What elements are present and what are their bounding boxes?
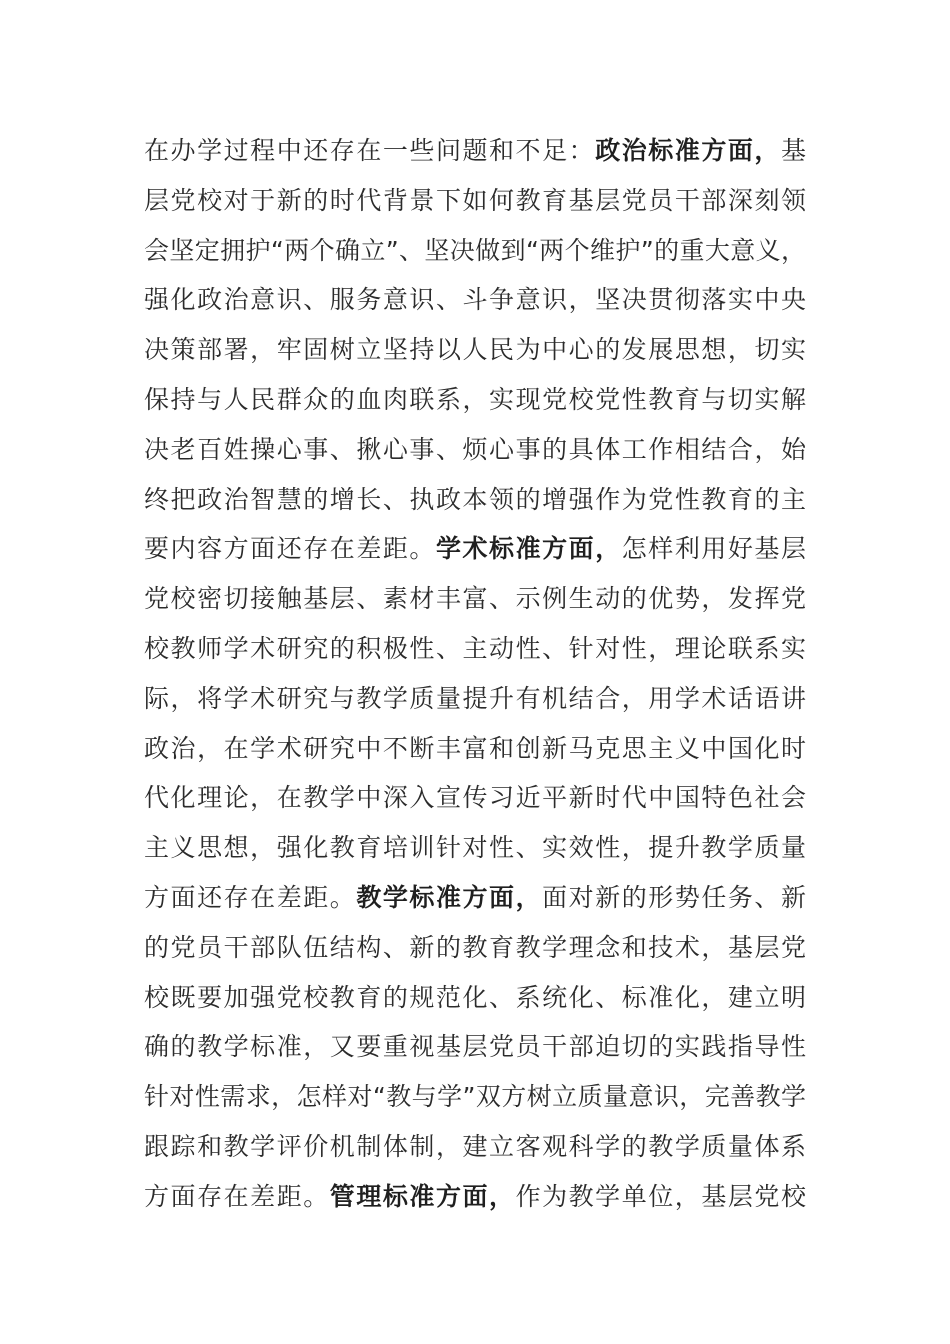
text-run: 校既要加强党校教育的规范化、系统化、标准化，建立明 xyxy=(144,982,806,1012)
text-run: 怎样利用好基层 xyxy=(621,534,806,564)
text-run: 会坚定拥护“两个确立”、坚决做到“两个维护”的重大意义， xyxy=(144,235,806,265)
text-line xyxy=(144,873,806,923)
text-run: 层党校对于新的时代背景下如何教育基层党员干部深刻领 xyxy=(144,185,806,215)
text-line xyxy=(144,823,806,873)
text-line xyxy=(144,724,806,774)
text-line xyxy=(144,226,806,276)
text-line xyxy=(144,176,806,226)
text-run: 在办学过程中还存在一些问题和不足： xyxy=(144,136,596,165)
text-run: 政治，在学术研究中不断丰富和创新马克思主义中国化时 xyxy=(144,733,806,763)
text-line xyxy=(144,325,806,375)
text-run: 确的教学标准，又要重视基层党员干部迫切的实践指导性 xyxy=(144,1032,806,1062)
text-run: 方面还存在差距。 xyxy=(144,882,357,912)
text-line xyxy=(144,574,806,624)
text-line xyxy=(144,1122,806,1172)
text-line xyxy=(144,126,806,176)
text-run: 决策部署，牢固树立坚持以人民为中心的发展思想，切实 xyxy=(144,335,806,365)
text-line xyxy=(144,674,806,724)
text-line xyxy=(144,773,806,823)
text-run: 强化政治意识、服务意识、斗争意识，坚决贯彻落实中央 xyxy=(144,285,806,315)
text-run: 终把政治智慧的增长、执政本领的增强作为党性教育的主 xyxy=(144,484,806,514)
text-line xyxy=(144,425,806,475)
text-run: 面对新的形势任务、新 xyxy=(542,882,806,912)
text-line xyxy=(144,1022,806,1072)
text-run: 基 xyxy=(780,136,806,165)
text-line xyxy=(144,275,806,325)
text-line xyxy=(144,923,806,973)
text-run: 决老百姓操心事、揪心事、烦心事的具体工作相结合，始 xyxy=(144,434,806,464)
text-line xyxy=(144,624,806,674)
text-line xyxy=(144,375,806,425)
text-line xyxy=(144,524,806,574)
text-run: 针对性需求，怎样对“教与学”双方树立质量意识，完善教学 xyxy=(144,1082,806,1112)
text-run: 际，将学术研究与教学质量提升有机结合，用学术话语讲 xyxy=(144,683,806,713)
text-run: 保持与人民群众的血肉联系，实现党校党性教育与切实解 xyxy=(144,384,806,414)
text-run: 主义思想，强化教育培训针对性、实效性，提升教学质量 xyxy=(144,833,806,863)
section-heading: 教学标准方面， xyxy=(356,882,543,912)
section-heading: 政治标准方面， xyxy=(595,136,781,165)
text-run: 跟踪和教学评价机制体制，建立客观科学的教学质量体系 xyxy=(144,1131,806,1161)
text-line xyxy=(144,1172,806,1222)
text-line xyxy=(144,475,806,525)
text-run: 代化理论，在教学中深入宣传习近平新时代中国特色社会 xyxy=(144,783,806,813)
text-run: 要内容方面还存在差距。 xyxy=(144,534,436,564)
text-run: 党校密切接触基层、素材丰富、示例生动的优势，发挥党 xyxy=(144,584,806,614)
text-run: 校教师学术研究的积极性、主动性、针对性，理论联系实 xyxy=(144,633,806,663)
text-run: 作为教学单位，基层党校 xyxy=(515,1181,806,1211)
text-run: 的党员干部队伍结构、新的教育教学理念和技术，基层党 xyxy=(144,932,806,962)
body-paragraph xyxy=(144,126,806,1222)
text-run: 方面存在差距。 xyxy=(144,1181,330,1211)
section-heading: 管理标准方面， xyxy=(329,1181,516,1211)
text-line xyxy=(144,973,806,1023)
text-line xyxy=(144,1072,806,1122)
section-heading: 学术标准方面， xyxy=(435,534,622,564)
